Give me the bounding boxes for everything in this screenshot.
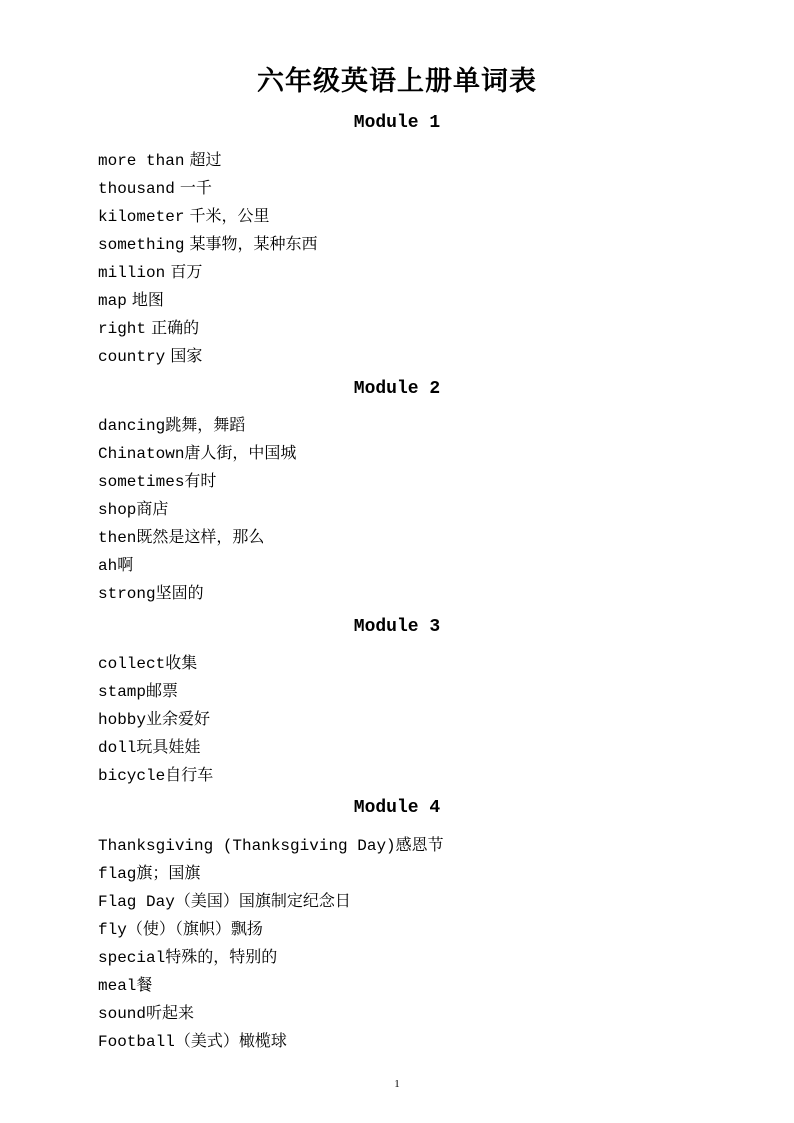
word-english: kilometer xyxy=(98,208,185,226)
word-entry xyxy=(98,733,213,761)
word-english: Football xyxy=(98,1033,175,1051)
word-chinese: 邮票 xyxy=(146,681,179,700)
word-english: hobby xyxy=(98,711,147,729)
word-chinese: 特殊的，特别的 xyxy=(165,947,278,966)
word-entry xyxy=(98,677,213,705)
word-english: strong xyxy=(98,585,156,603)
word-chinese: 有时 xyxy=(184,471,217,490)
module-4-heading: Module 4 xyxy=(353,798,441,818)
word-entry xyxy=(98,230,318,258)
word-chinese: 千米，公里 xyxy=(189,206,270,225)
page-number: 1 xyxy=(394,1078,400,1090)
word-entry xyxy=(98,579,296,607)
word-english: shop xyxy=(98,501,137,519)
word-english: Chinatown xyxy=(98,445,185,463)
word-chinese: 既然是这样，那么 xyxy=(136,527,265,546)
word-chinese: 正确的 xyxy=(151,318,200,337)
word-english: thousand xyxy=(98,180,175,198)
word-english: flag xyxy=(98,865,137,883)
word-entry xyxy=(98,258,318,286)
word-english: meal xyxy=(98,977,137,995)
word-chinese: （使）（旗帜）飘扬 xyxy=(126,919,263,938)
module-2-word-list xyxy=(98,411,296,607)
word-entry xyxy=(98,202,318,230)
word-chinese: 收集 xyxy=(165,653,198,672)
word-english: fly xyxy=(98,921,127,939)
word-chinese: 国家 xyxy=(170,346,203,365)
word-entry xyxy=(98,174,318,202)
word-entry xyxy=(98,467,296,495)
word-english: country xyxy=(98,348,166,366)
word-english: Thanksgiving (Thanksgiving Day) xyxy=(98,837,396,855)
word-english: special xyxy=(98,949,166,967)
word-chinese: 玩具娃娃 xyxy=(136,737,201,756)
module-4-word-list xyxy=(98,831,444,1055)
word-english: more than xyxy=(98,152,185,170)
word-chinese: 唐人街，中国城 xyxy=(184,443,297,462)
word-english: million xyxy=(98,264,166,282)
word-entry xyxy=(98,705,213,733)
word-chinese: （美式）橄榄球 xyxy=(174,1031,287,1050)
word-entry xyxy=(98,859,444,887)
word-english: map xyxy=(98,292,127,310)
word-english: dancing xyxy=(98,417,166,435)
word-chinese: 百万 xyxy=(170,262,203,281)
module-3-word-list xyxy=(98,649,213,789)
word-entry xyxy=(98,342,318,370)
word-chinese: 超过 xyxy=(189,150,222,169)
word-chinese: 商店 xyxy=(136,499,169,518)
word-entry xyxy=(98,314,318,342)
word-chinese: 跳舞，舞蹈 xyxy=(165,415,246,434)
word-english: sound xyxy=(98,1005,147,1023)
word-english: then xyxy=(98,529,137,547)
word-entry xyxy=(98,523,296,551)
word-chinese: 啊 xyxy=(117,555,134,574)
word-entry xyxy=(98,146,318,174)
word-entry xyxy=(98,649,213,677)
word-chinese: 坚固的 xyxy=(155,583,204,602)
word-english: doll xyxy=(98,739,137,757)
word-chinese: 地图 xyxy=(131,290,164,309)
module-3-heading: Module 3 xyxy=(353,617,441,637)
word-english: right xyxy=(98,320,147,338)
word-english: sometimes xyxy=(98,473,185,491)
word-english: stamp xyxy=(98,683,147,701)
word-entry xyxy=(98,286,318,314)
word-chinese: 某事物，某种东西 xyxy=(189,234,318,253)
word-chinese: 感恩节 xyxy=(395,835,444,854)
word-entry xyxy=(98,495,296,523)
module-1-heading: Module 1 xyxy=(353,113,441,133)
word-chinese: 业余爱好 xyxy=(146,709,211,728)
word-english: Flag Day xyxy=(98,893,175,911)
word-entry xyxy=(98,971,444,999)
word-entry xyxy=(98,999,444,1027)
word-entry xyxy=(98,551,296,579)
word-english: ah xyxy=(98,557,118,575)
word-chinese: （美国）国旗制定纪念日 xyxy=(174,891,351,910)
module-2-heading: Module 2 xyxy=(353,379,441,399)
word-english: bicycle xyxy=(98,767,166,785)
word-chinese: 旗；国旗 xyxy=(136,863,201,882)
word-entry xyxy=(98,1027,444,1055)
module-1-word-list xyxy=(98,146,318,370)
word-chinese: 一千 xyxy=(179,178,212,197)
word-entry xyxy=(98,831,444,859)
word-entry xyxy=(98,439,296,467)
word-chinese: 餐 xyxy=(136,975,153,994)
word-english: collect xyxy=(98,655,166,673)
word-entry xyxy=(98,915,444,943)
word-chinese: 听起来 xyxy=(146,1003,195,1022)
word-chinese: 自行车 xyxy=(165,765,214,784)
word-english: something xyxy=(98,236,185,254)
word-entry xyxy=(98,943,444,971)
word-entry xyxy=(98,887,444,915)
word-entry xyxy=(98,411,296,439)
word-entry xyxy=(98,761,213,789)
page-title: 六年级英语上册单词表 xyxy=(257,66,537,97)
